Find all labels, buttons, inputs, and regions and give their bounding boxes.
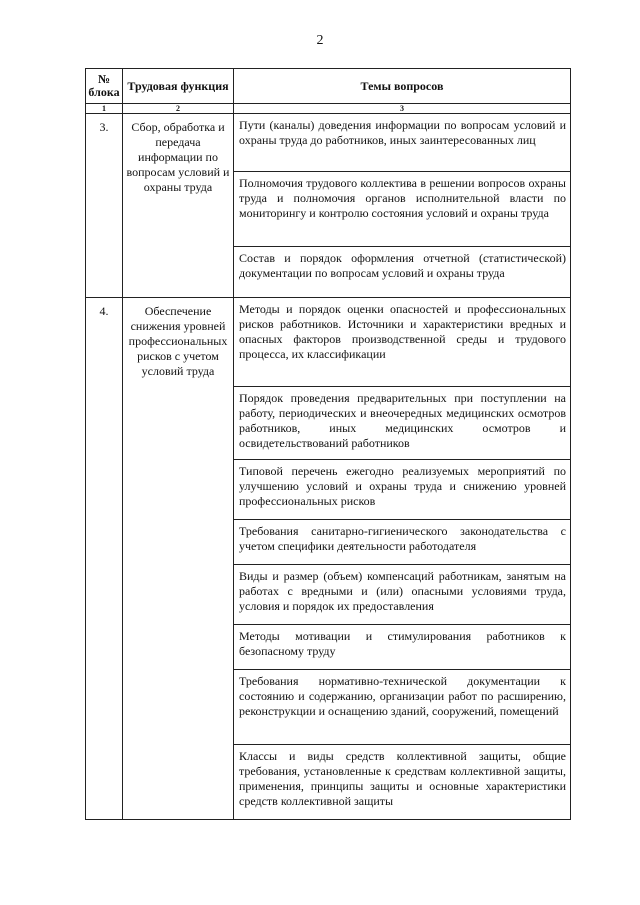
topic-item: Требования нормативно-технической документации к состоянию и содержанию, организации работ по расширению, реконструкции и оснащению зданий, сооружений, помещений — [234, 670, 570, 745]
column-index: 2 — [123, 104, 234, 114]
labor-function: Сбор, обработка и передача информации по вопросам условий и охраны труда — [123, 114, 234, 298]
labor-function: Обеспечение снижения уровней профессиональных рисков с учетом условий труда — [123, 298, 234, 820]
topic-item: Порядок проведения предварительных при поступлении на работу, периодических и внеочередных медицинских осмотров работников, иных медицинских осмотров и освидетельствований работников — [234, 387, 570, 460]
topics-cell — [234, 298, 571, 820]
block-number: 4. — [86, 298, 123, 820]
column-index: 3 — [234, 104, 571, 114]
topic-item: Полномочия трудового коллектива в решении вопросов охраны труда и полномочия органов исполнительной власти по мониторингу и контролю состояния условий и охраны труда — [234, 172, 570, 247]
topic-item: Пути (каналы) доведения информации по вопросам условий и охраны труда до работников, иных заинтересованных лиц — [234, 114, 570, 172]
topic-item: Методы мотивации и стимулирования работников к безопасному труду — [234, 625, 570, 670]
table-row — [86, 298, 571, 820]
topics-cell — [234, 114, 571, 298]
topic-item: Состав и порядок оформления отчетной (статистической) документации по вопросам условий и охраны труда — [239, 251, 566, 280]
table-header-row — [86, 69, 571, 104]
column-index-row — [86, 104, 571, 114]
topics-table — [85, 68, 571, 820]
block-number: 3. — [86, 114, 123, 298]
topic-item: Методы и порядок оценки опасностей и профессиональных рисков работников. Источники и характеристики вредных и опасных факторов производственной среды и трудового процесса, их классификации — [234, 298, 570, 387]
column-index: 1 — [86, 104, 123, 114]
header-block-number: № блока — [86, 69, 123, 104]
table-row — [86, 114, 571, 298]
topic-item: Классы и виды средств коллективной защиты, общие требования, установленные к средствам коллективной защиты, применения, принципы защиты и основные характеристики средств коллективной защиты — [239, 749, 566, 808]
header-topics: Темы вопросов — [234, 69, 571, 104]
topic-item: Виды и размер (объем) компенсаций работникам, занятым на работах с вредными и (или) опасными условиями труда, условия и порядок их предоставления — [234, 565, 570, 625]
topic-item: Требования санитарно-гигиенического законодательства с учетом специфики деятельности работодателя — [234, 520, 570, 565]
header-labor-function: Трудовая функция — [123, 69, 234, 104]
page-number: 2 — [316, 33, 324, 48]
topic-item: Типовой перечень ежегодно реализуемых мероприятий по улучшению условий и охраны труда и снижению уровней профессиональных рисков — [234, 460, 570, 520]
